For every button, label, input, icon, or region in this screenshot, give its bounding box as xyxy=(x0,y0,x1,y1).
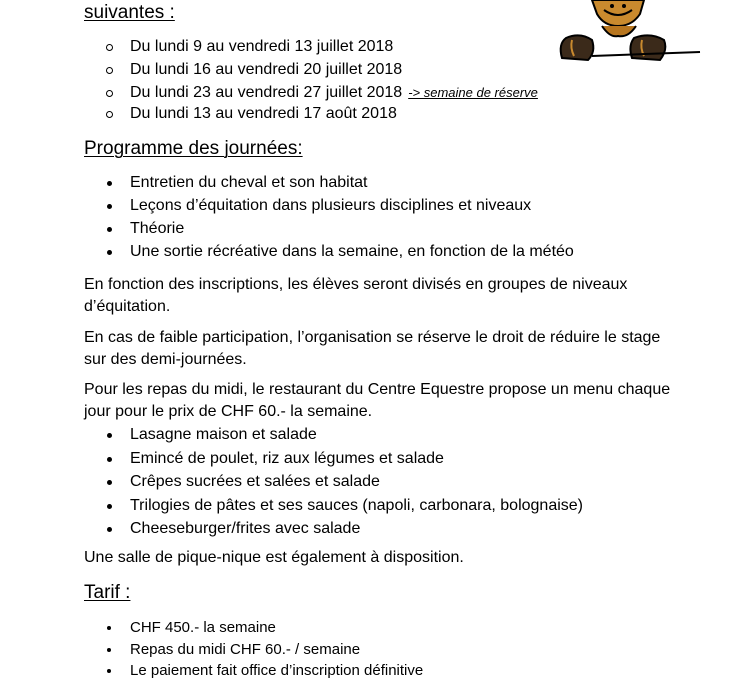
meals-paragraph: Pour les repas du midi, le restaurant du Centre Equestre propose un menu chaque jour pour le prix de CHF 60.- la semaine. xyxy=(84,381,671,420)
bullet-icon xyxy=(107,204,112,209)
bullet-icon xyxy=(107,527,112,532)
circle-bullet-icon xyxy=(106,90,113,97)
circle-bullet-icon xyxy=(106,44,113,51)
menu-item: Lasagne maison et salade xyxy=(130,426,317,443)
reserve-note: -> semaine de réserve xyxy=(408,85,538,100)
groups-paragraph: En fonction des inscriptions, les élèves seront divisés en groupes de niveaux d’équitation. xyxy=(84,276,628,315)
bullet-icon xyxy=(107,480,112,485)
circle-bullet-icon xyxy=(106,111,113,118)
week-item-reserve xyxy=(130,83,538,103)
tarif-item: Repas du midi CHF 60.- / semaine xyxy=(130,641,361,658)
picnic-paragraph: Une salle de pique-nique est également à disposition. xyxy=(84,549,464,566)
weeks-heading: suivantes : xyxy=(84,2,175,23)
programme-item: Théorie xyxy=(130,220,185,237)
bullet-icon xyxy=(107,648,111,652)
bullet-icon xyxy=(107,504,112,509)
tarif-item: Le paiement fait office d’inscription définitive xyxy=(130,662,424,679)
week-item: Du lundi 16 au vendredi 20 juillet 2018 xyxy=(130,61,403,78)
bullet-icon xyxy=(107,227,112,232)
bullet-icon xyxy=(107,457,112,462)
low-participation-paragraph: En cas de faible participation, l’organisation se réserve le droit de réduire le stage sur des demi-journées. xyxy=(84,329,661,368)
bullet-icon xyxy=(107,626,111,630)
tarif-item: CHF 450.- la semaine xyxy=(130,619,276,636)
menu-item: Trilogies de pâtes et ses sauces (napoli, carbonara, bolognaise) xyxy=(130,497,583,514)
week-item-text: Du lundi 23 au vendredi 27 juillet 2018 xyxy=(130,84,403,101)
menu-item: Emincé de poulet, riz aux légumes et salade xyxy=(130,450,444,467)
bullet-icon xyxy=(107,181,112,186)
cartoon-horse-icon xyxy=(552,0,702,68)
circle-bullet-icon xyxy=(106,67,113,74)
programme-item: Entretien du cheval et son habitat xyxy=(130,174,368,191)
week-item: Du lundi 13 au vendredi 17 août 2018 xyxy=(130,105,397,122)
programme-item: Leçons d’équitation dans plusieurs disciplines et niveaux xyxy=(130,197,532,214)
programme-item: Une sortie récréative dans la semaine, en fonction de la météo xyxy=(130,243,574,260)
bullet-icon xyxy=(107,669,111,673)
menu-item: Cheeseburger/frites avec salade xyxy=(130,520,361,537)
bullet-icon xyxy=(107,433,112,438)
week-item: Du lundi 9 au vendredi 13 juillet 2018 xyxy=(130,38,394,55)
tarif-heading: Tarif : xyxy=(84,582,131,603)
bullet-icon xyxy=(107,250,112,255)
menu-item: Crêpes sucrées et salées et salade xyxy=(130,473,380,490)
programme-heading: Programme des journées: xyxy=(84,138,303,159)
